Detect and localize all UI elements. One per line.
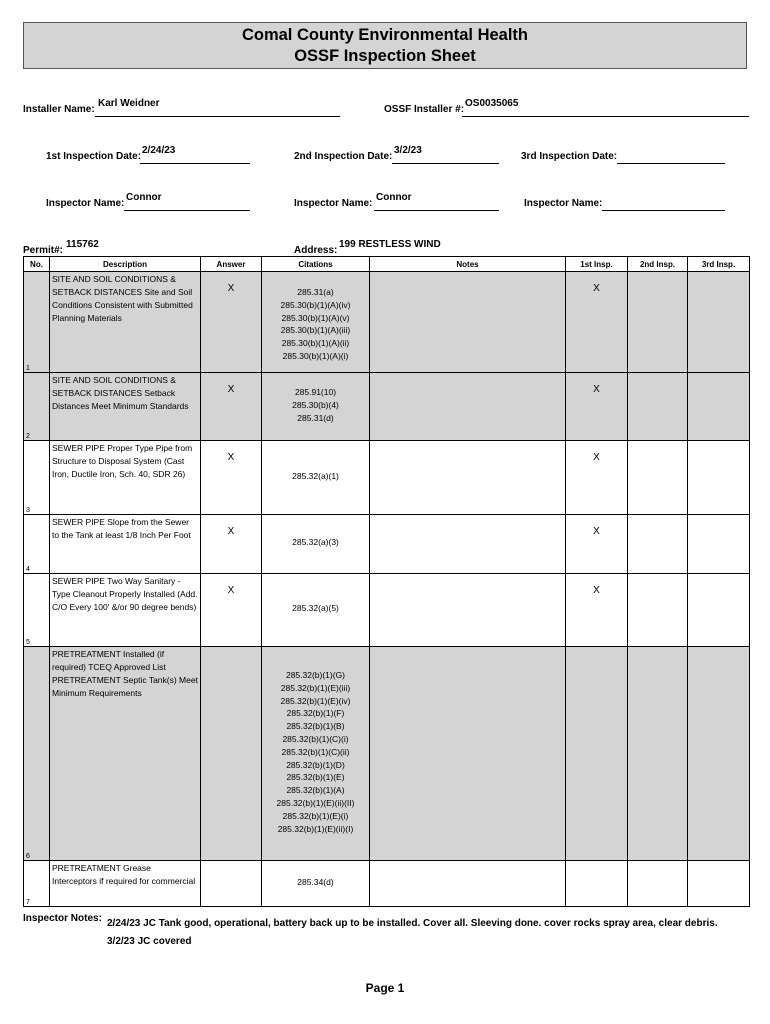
row-number: 2 (24, 373, 50, 441)
row-number: 1 (24, 272, 50, 373)
row-answer-cell[interactable]: X (201, 373, 262, 441)
first-inspection-date-label: 1st Inspection Date: (46, 151, 142, 162)
installer-name-label: Installer Name: (23, 104, 95, 115)
row-insp2-cell[interactable] (628, 647, 688, 861)
row-number: 4 (24, 515, 50, 574)
row-answer-cell[interactable]: X (201, 574, 262, 647)
installer-name-field[interactable] (95, 97, 340, 117)
third-inspection-date-label: 3rd Inspection Date: (521, 151, 618, 162)
row-insp1-cell[interactable]: X (566, 441, 628, 515)
row-insp1-cell[interactable] (566, 647, 628, 861)
col-header-notes: Notes (370, 257, 566, 272)
inspector3-name-label: Inspector Name: (524, 198, 603, 209)
row-citations (262, 441, 370, 515)
second-inspection-date-field[interactable] (392, 144, 499, 164)
citation-code: 285.31(a) (297, 287, 334, 297)
row-description: SITE AND SOIL CONDITIONS & SETBACK DISTANCES Setback Distances Meet Minimum Standards (50, 373, 201, 441)
row-answer-cell[interactable] (201, 861, 262, 907)
inspector-notes (107, 915, 718, 951)
row-insp1-cell[interactable]: X (566, 515, 628, 574)
row-description: SEWER PIPE Slope from the Sewer to the Tank at least 1/8 Inch Per Foot (50, 515, 201, 574)
inspector1-name-label: Inspector Name: (46, 198, 125, 209)
row-insp3-cell[interactable] (688, 373, 750, 441)
row-answer-cell[interactable] (201, 647, 262, 861)
citation-code: 285.30(b)(1)(A)(v) (281, 312, 350, 323)
citation-code: 285.32(a)(3) (292, 537, 339, 547)
row-insp3-cell[interactable] (688, 861, 750, 907)
row-description: SITE AND SOIL CONDITIONS & SETBACK DISTANCES Site and Soil Conditions Consistent with Submitted Planning Materials (50, 272, 201, 373)
address-value: 199 RESTLESS WIND (339, 239, 441, 250)
col-header-citations: Citations (262, 257, 370, 272)
permit-value: 115762 (66, 239, 99, 250)
row-notes-cell[interactable] (370, 647, 566, 861)
installer-number-field[interactable] (462, 97, 749, 117)
agency-title: Comal County Environmental Health (241, 26, 529, 44)
installer-number-value: OS0035065 (465, 98, 519, 109)
row-insp3-cell[interactable] (688, 441, 750, 515)
row-notes-cell[interactable] (370, 861, 566, 907)
installer-number-label: OSSF Installer #: (384, 104, 465, 115)
row-answer-cell[interactable]: X (201, 515, 262, 574)
row-number: 6 (24, 647, 50, 861)
citation-code: 285.32(b)(1)(E)(i) (282, 810, 349, 821)
row-insp1-cell[interactable]: X (566, 272, 628, 373)
citation-code: 285.32(b)(1)(E) (286, 772, 345, 783)
citation-code: 285.32(b)(1)(E)(iii) (280, 682, 351, 693)
table-row (24, 647, 750, 861)
row-insp3-cell[interactable] (688, 574, 750, 647)
row-insp1-cell[interactable]: X (566, 574, 628, 647)
row-number: 7 (24, 861, 50, 907)
col-header-answer: Answer (201, 257, 262, 272)
inspector-notes-label: Inspector Notes: (23, 913, 102, 924)
row-insp2-cell[interactable] (628, 373, 688, 441)
row-answer-cell[interactable]: X (201, 441, 262, 515)
citation-code: 285.30(b)(1)(A)(i) (282, 350, 349, 361)
citation-code: 285.30(b)(1)(A)(iii) (280, 325, 351, 336)
row-description: PRETREATMENT Installed (if required) TCEQ Approved List PRETREATMENT Septic Tank(s) Meet Minimum Requirements (50, 647, 201, 861)
table-row (24, 515, 750, 574)
installer-name-value: Karl Weidner (98, 98, 160, 109)
row-description: SEWER PIPE Two Way Sanitary - Type Cleanout Properly Installed (Add. C/O Every 100' &/or 90 degree bends) (50, 574, 201, 647)
row-insp3-cell[interactable] (688, 272, 750, 373)
inspector-note-line: 2/24/23 JC Tank good, operational, battery back up to be installed. Cover all. Sleeving done. cover rocks spray area, clear debris. (107, 918, 718, 929)
citation-code: 285.32(b)(1)(D) (286, 759, 345, 770)
table-row (24, 272, 750, 373)
col-header-no: No. (24, 257, 50, 272)
permit-label: Permit#: (23, 245, 64, 256)
inspector2-name-value: Connor (376, 192, 412, 203)
citation-code: 285.30(b)(4) (292, 399, 339, 410)
col-header-insp3: 3rd Insp. (688, 257, 750, 272)
third-inspection-date-field[interactable] (617, 144, 725, 164)
title-banner (23, 22, 747, 69)
row-insp2-cell[interactable] (628, 574, 688, 647)
row-notes-cell[interactable] (370, 515, 566, 574)
row-insp2-cell[interactable] (628, 861, 688, 907)
inspection-table (23, 256, 750, 907)
table-row (24, 574, 750, 647)
citation-code: 285.30(b)(1)(A)(ii) (281, 338, 350, 349)
citation-code: 285.32(b)(1)(E)(iv) (280, 695, 351, 706)
row-citations (262, 647, 370, 861)
row-insp3-cell[interactable] (688, 647, 750, 861)
row-insp1-cell[interactable]: X (566, 373, 628, 441)
inspector1-name-value: Connor (126, 192, 162, 203)
table-row (24, 441, 750, 515)
inspector1-name-field[interactable] (124, 191, 250, 211)
row-insp2-cell[interactable] (628, 272, 688, 373)
citation-code: 285.32(a)(1) (292, 471, 339, 481)
page-number: Page 1 (365, 981, 405, 995)
citation-code: 285.32(b)(1)(F) (286, 708, 345, 719)
inspector-note-line: 3/2/23 JC covered (107, 936, 192, 947)
citation-code: 285.32(b)(1)(E)(ii)(II) (276, 797, 355, 808)
row-citations (262, 373, 370, 441)
table-row (24, 373, 750, 441)
first-inspection-date-value: 2/24/23 (142, 145, 176, 156)
row-number: 3 (24, 441, 50, 515)
second-inspection-date-value: 3/2/23 (394, 145, 422, 156)
row-description: SEWER PIPE Proper Type Pipe from Structure to Disposal System (Cast Iron, Ductile Iron, Sch. 40, SDR 26) (50, 441, 201, 515)
citation-code: 285.32(a)(5) (292, 603, 339, 613)
second-inspection-date-label: 2nd Inspection Date: (294, 151, 393, 162)
form-title: OSSF Inspection Sheet (294, 47, 476, 65)
row-notes-cell[interactable] (370, 441, 566, 515)
col-header-insp1: 1st Insp. (566, 257, 628, 272)
col-header-insp2: 2nd Insp. (628, 257, 688, 272)
col-header-description: Description (50, 257, 201, 272)
row-citations (262, 861, 370, 907)
address-label: Address: (294, 245, 338, 256)
inspector3-name-field[interactable] (602, 191, 725, 211)
citation-code: 285.30(b)(1)(A)(iv) (280, 299, 351, 310)
citation-code: 285.32(b)(1)(B) (286, 721, 345, 732)
row-notes-cell[interactable] (370, 272, 566, 373)
row-answer-cell[interactable]: X (201, 272, 262, 373)
citation-code: 285.32(b)(1)(A) (286, 785, 345, 796)
citation-code: 285.91(10) (294, 387, 337, 397)
inspector2-name-label: Inspector Name: (294, 198, 373, 209)
row-citations (262, 574, 370, 647)
table-row (24, 861, 750, 907)
row-citations (262, 515, 370, 574)
table-header-row (24, 257, 750, 272)
citation-code: 285.32(b)(1)(G) (285, 670, 346, 680)
row-citations (262, 272, 370, 373)
first-inspection-date-field[interactable] (140, 144, 250, 164)
citation-code: 285.34(d) (297, 877, 334, 887)
citation-code: 285.32(b)(1)(C)(ii) (281, 746, 350, 757)
row-notes-cell[interactable] (370, 574, 566, 647)
row-number: 5 (24, 574, 50, 647)
row-description: PRETREATMENT Grease Interceptors if required for commercial (50, 861, 201, 907)
row-insp2-cell[interactable] (628, 441, 688, 515)
row-insp1-cell[interactable] (566, 861, 628, 907)
row-insp2-cell[interactable] (628, 515, 688, 574)
row-insp3-cell[interactable] (688, 515, 750, 574)
inspector2-name-field[interactable] (374, 191, 499, 211)
citation-code: 285.32(b)(1)(C)(i) (282, 733, 349, 744)
citation-code: 285.31(d) (297, 412, 334, 423)
row-notes-cell[interactable] (370, 373, 566, 441)
citation-code: 285.32(b)(1)(E)(ii)(I) (277, 823, 354, 834)
